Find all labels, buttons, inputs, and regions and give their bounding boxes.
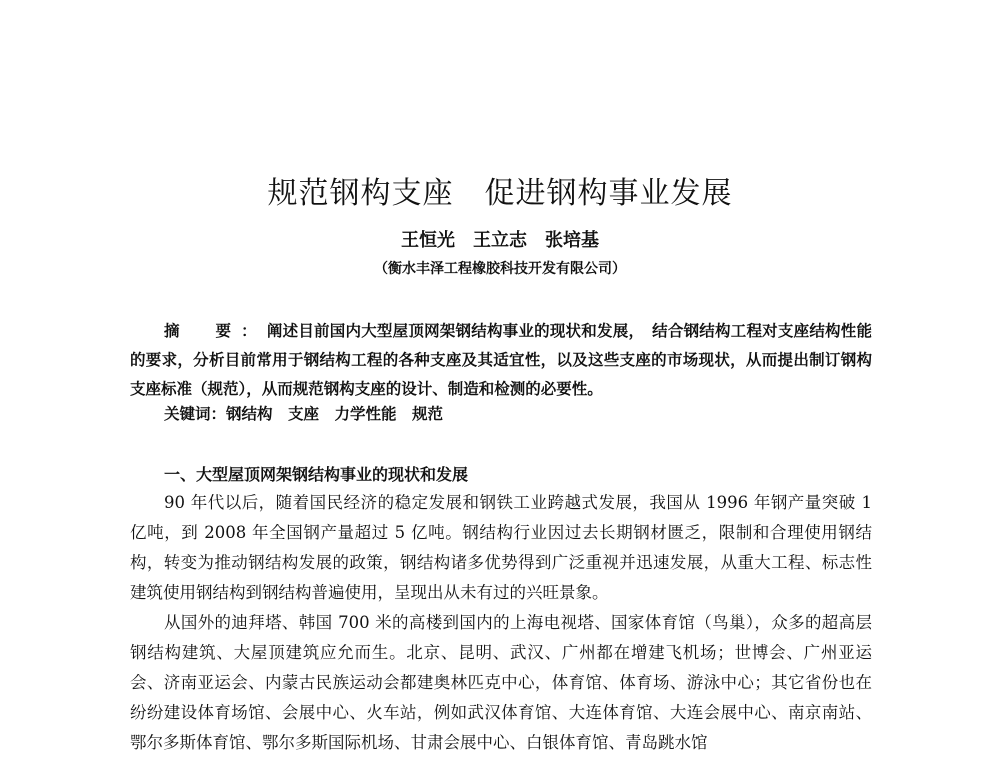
paper-title: 规范钢构支座 促进钢构事业发展 bbox=[267, 176, 733, 211]
body-paragraph: 从国外的迪拜塔、韩国 700 米的高楼到国内的上海电视塔、国家体育馆（鸟巢），众多的超高层钢结构建筑、大屋顶建筑应允而生。北京、昆明、武汉、广州都在增建飞机场；世博会、广州亚运会、济南亚运会、内蒙古民族运动会都建奥林匹克中心，体育馆、体育场、游泳中心；其它省份也在纷纷建设体育场馆、会展中心、火车站，例如武汉体育馆、大连体育馆、大连会展中心、南京南站、鄂尔多斯体育馆、鄂尔多斯国际机场、甘肃会展中心、白银体育馆、青岛跳水馆 bbox=[130, 613, 872, 752]
keywords bbox=[164, 402, 443, 424]
keywords-label: 关键词： bbox=[164, 404, 227, 423]
section-heading: 一、大型屋顶网架钢结构事业的现状和发展 bbox=[164, 465, 469, 484]
body-paragraph: 90 年代以后，随着国民经济的稳定发展和钢铁工业跨越式发展，我国从 1996 年钢产量突破 1 亿吨，到 2008 年全国钢产量超过 5 亿吨。钢结构行业因过去长期钢材匮乏，限制和合理使用钢结构，转变为推动钢结构发展的政策，钢结构诸多优势得到广泛重视并迅速发展，从重大工程、标志性建筑使用钢结构到钢结构普遍使用，呈现出从未有过的兴旺景象。 bbox=[130, 493, 872, 602]
affiliation: （衡水丰泽工程橡胶科技开发有限公司） bbox=[374, 261, 626, 277]
keywords-text: 钢结构 支座 力学性能 规范 bbox=[226, 404, 444, 423]
author-list: 王恒光 王立志 张培基 bbox=[401, 230, 599, 251]
abstract bbox=[130, 316, 872, 403]
abstract-label: 摘 要： bbox=[164, 321, 267, 340]
abstract-text: 阐述目前国内大型屋顶网架钢结构事业的现状和发展， 结合钢结构工程对支座结构性能的要求，分析目前常用于钢结构工程的各种支座及其适宜性，以及这些支座的市场现状，从而提出制订钢构支座标准（规范），从而规范钢构支座的设计、制造和检测的必要性。 bbox=[130, 321, 872, 398]
